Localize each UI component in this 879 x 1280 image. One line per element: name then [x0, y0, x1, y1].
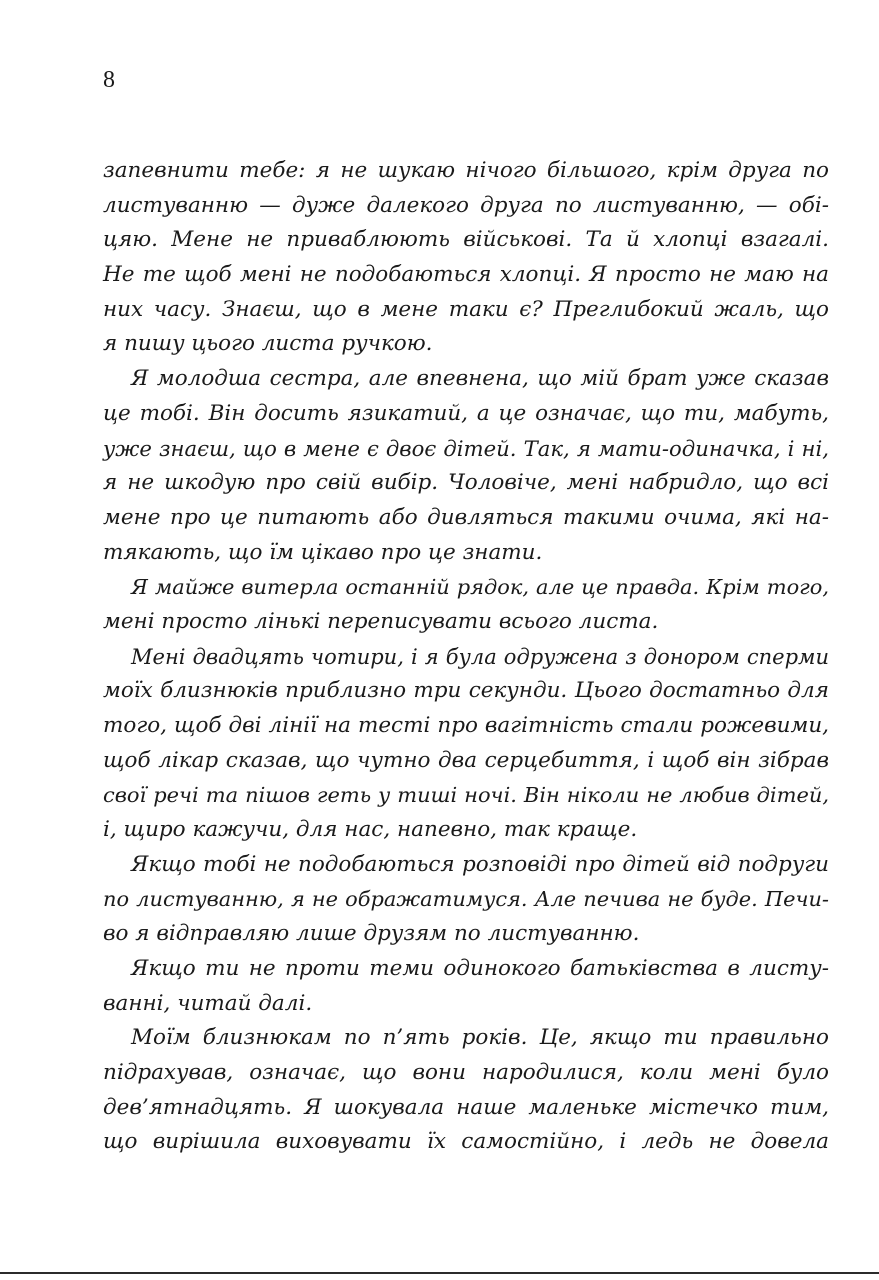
text-line: Мені двадцять чотири, і я була одружена з донором сперми: [131, 643, 829, 669]
body-text: [103, 154, 829, 1160]
text-line: того, щоб дві лінії на тесті про вагітність стали рожевими,: [103, 713, 829, 738]
text-line: дев’ятнадцять. Я шокувала наше маленьке містечко тим,: [103, 1094, 829, 1120]
text-line: листуванню — дуже далекого друга по листуванню, — обі-: [103, 192, 829, 218]
text-line: по листуванню, я не ображатимуся. Але печива не буде. Печи-: [103, 887, 829, 912]
text-line: я не шкодую про свій вибір. Чоловіче, мені набридло, що всі: [103, 470, 829, 496]
text-line: тякають, що їм цікаво про це знати.: [103, 539, 543, 565]
text-line: Якщо ти не проти теми одинокого батьківства в листу-: [131, 955, 829, 981]
text-line: Не те щоб мені не подобаються хлопці. Я просто не маю на: [103, 262, 829, 288]
text-line: Я молодша сестра, але впевнена, що мій брат уже сказав: [131, 366, 829, 392]
text-line: і, щиро кажучи, для нас, напевно, так краще.: [103, 817, 638, 843]
page-number: 8: [103, 67, 115, 93]
page-bottom-edge: [0, 1272, 879, 1274]
text-line: моїх близнюків приблизно три секунди. Цього достатньо для: [103, 678, 829, 704]
text-line: це тобі. Він досить язикатий, а це означає, що ти, мабуть,: [103, 400, 829, 426]
text-line: во я відправляю лише друзям по листуванню.: [103, 921, 640, 947]
text-line: них часу. Знаєш, що в мене таки є? Преглибокий жаль, що: [103, 296, 829, 322]
text-line: ванні, читай далі.: [103, 990, 313, 1016]
text-line: уже знаєш, що в мене є двоє дітей. Так, я мати-одиначка, і ні,: [103, 435, 829, 461]
text-line: щоб лікар сказав, що чутно два серцебиття, і щоб він зібрав: [103, 747, 829, 773]
text-line: що вирішила виховувати їх самостійно, і ледь не довела: [103, 1129, 829, 1155]
text-line: підрахував, означає, що вони народилися, коли мені було: [103, 1059, 829, 1085]
text-line: свої речі та пішов геть у тиші ночі. Він ніколи не любив дітей,: [103, 783, 829, 808]
text-line: я пишу цього листа ручкою.: [103, 331, 433, 357]
text-line: Я майже витерла останній рядок, але це правда. Крім того,: [131, 575, 829, 600]
text-line: Моїм близнюкам по п’ять років. Це, якщо ти правильно: [131, 1025, 829, 1051]
text-line: мене про це питають або дивляться такими очима, які на-: [103, 504, 829, 530]
text-line: Якщо тобі не подобаються розповіді про дітей від подруги: [131, 851, 829, 877]
text-line: запевнити тебе: я не шукаю нічого більшого, крім друга по: [103, 158, 829, 183]
text-line: цяю. Мене не приваблюють військові. Та й хлопці взагалі.: [103, 227, 829, 253]
text-line: мені просто лінькі переписувати всього листа.: [103, 608, 659, 634]
